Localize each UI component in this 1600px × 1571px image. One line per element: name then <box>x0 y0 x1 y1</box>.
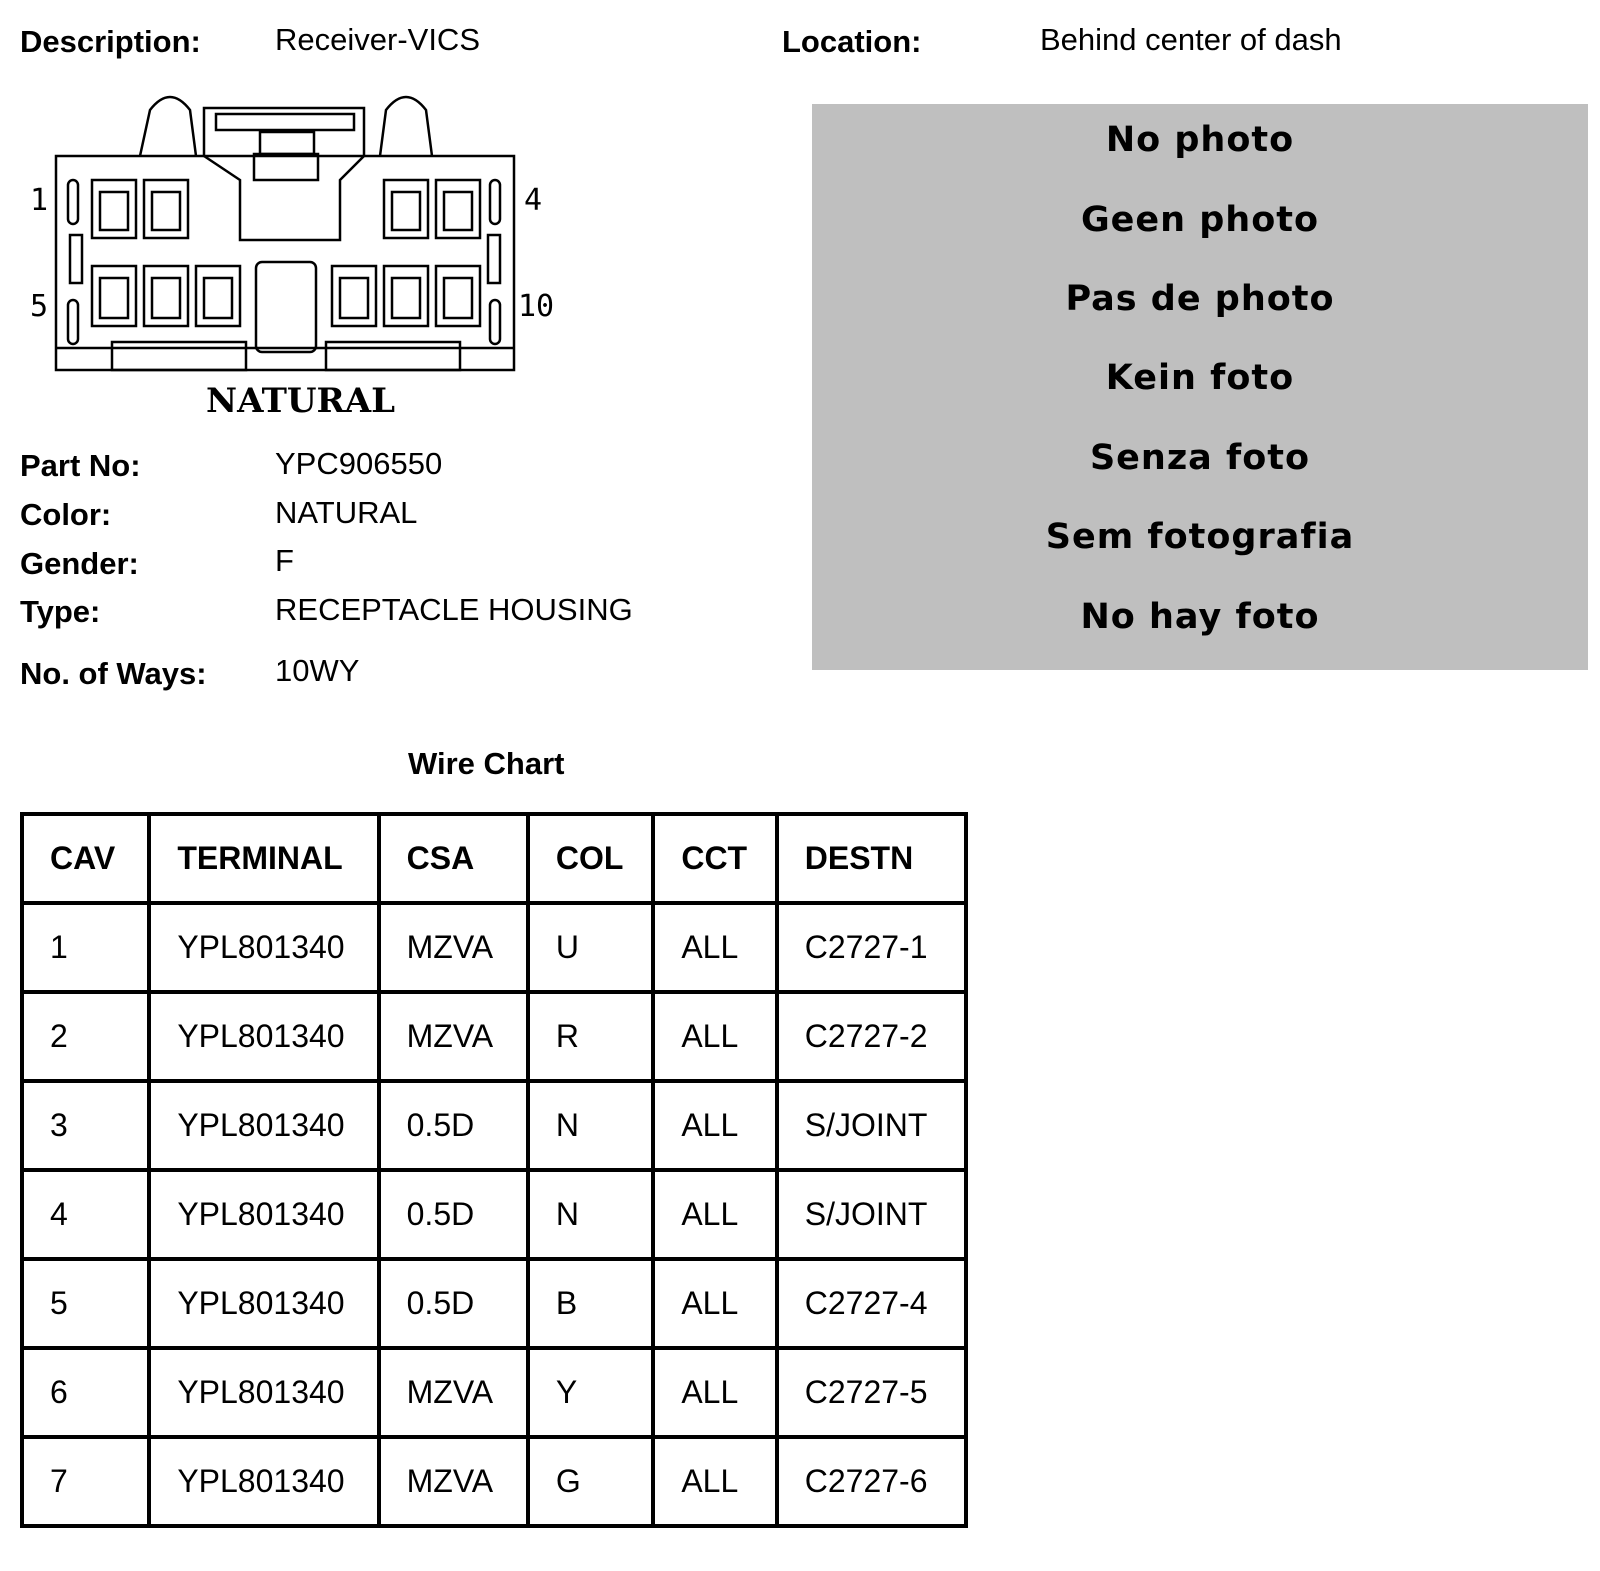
pin-label-1: 1 <box>30 183 49 218</box>
table-row <box>22 1259 966 1348</box>
cell-col: G <box>528 1437 653 1526</box>
col-header-col: COL <box>528 814 653 903</box>
cell-col: U <box>528 903 653 992</box>
cell-col: R <box>528 992 653 1081</box>
cell-col: N <box>528 1081 653 1170</box>
cell-cav: 6 <box>22 1348 149 1437</box>
cell-destn: C2727-4 <box>777 1259 966 1348</box>
cell-csa: 0.5D <box>379 1170 528 1259</box>
col-header-csa: CSA <box>379 814 528 903</box>
cell-col: N <box>528 1170 653 1259</box>
type-label: Type: <box>20 594 101 629</box>
cell-destn: S/JOINT <box>777 1170 966 1259</box>
location-label: Location: <box>782 24 922 59</box>
left-latch <box>140 97 196 156</box>
cell-col: B <box>528 1259 653 1348</box>
type-value: RECEPTACLE HOUSING <box>275 592 633 627</box>
table-row <box>22 1170 966 1259</box>
connector-color-label: NATURAL <box>206 381 396 421</box>
cell-terminal: YPL801340 <box>149 1437 378 1526</box>
color-label: Color: <box>20 497 112 532</box>
cell-cav: 1 <box>22 903 149 992</box>
part-no-value: YPC906550 <box>275 446 443 481</box>
no-photo-en: No photo <box>1105 120 1295 160</box>
cell-terminal: YPL801340 <box>149 1081 378 1170</box>
ways-value: 10WY <box>275 653 360 688</box>
location-value: Behind center of dash <box>1040 22 1342 57</box>
cell-cct: ALL <box>653 1437 776 1526</box>
cell-cav: 4 <box>22 1170 149 1259</box>
cell-cct: ALL <box>653 992 776 1081</box>
cell-cct: ALL <box>653 1170 776 1259</box>
no-photo-pt: Sem fotografia <box>1045 517 1355 557</box>
table-row <box>22 1348 966 1437</box>
wire-chart-table <box>20 812 968 1528</box>
table-row <box>22 1437 966 1526</box>
cell-destn: C2727-5 <box>777 1348 966 1437</box>
table-row <box>22 992 966 1081</box>
connector-diagram <box>20 80 580 430</box>
table-row <box>22 1081 966 1170</box>
cell-cct: ALL <box>653 1081 776 1170</box>
table-row <box>22 903 966 992</box>
col-header-terminal: TERMINAL <box>149 814 378 903</box>
no-photo-fr: Pas de photo <box>1065 279 1335 319</box>
cell-terminal: YPL801340 <box>149 1259 378 1348</box>
center-housing <box>204 108 364 240</box>
col-header-destn: DESTN <box>777 814 966 903</box>
cell-csa: 0.5D <box>379 1081 528 1170</box>
wire-chart-title: Wire Chart <box>408 746 565 781</box>
gender-value: F <box>275 543 294 578</box>
no-photo-box <box>812 104 1588 670</box>
cell-cav: 2 <box>22 992 149 1081</box>
col-header-cav: CAV <box>22 814 149 903</box>
cell-col: Y <box>528 1348 653 1437</box>
cell-terminal: YPL801340 <box>149 1348 378 1437</box>
ways-label: No. of Ways: <box>20 656 207 691</box>
cell-destn: C2727-2 <box>777 992 966 1081</box>
part-no-label: Part No: <box>20 448 141 483</box>
no-photo-es: No hay foto <box>1080 597 1320 637</box>
col-header-cct: CCT <box>653 814 776 903</box>
description-value: Receiver-VICS <box>275 22 480 57</box>
cell-cav: 7 <box>22 1437 149 1526</box>
description-label: Description: <box>20 24 201 59</box>
right-latch <box>380 97 432 156</box>
gender-label: Gender: <box>20 546 139 581</box>
pin-label-5: 5 <box>30 289 49 324</box>
no-photo-nl: Geen photo <box>1080 200 1320 240</box>
cell-cav: 5 <box>22 1259 149 1348</box>
cell-cct: ALL <box>653 1259 776 1348</box>
cell-cct: ALL <box>653 1348 776 1437</box>
cell-csa: MZVA <box>379 992 528 1081</box>
cell-csa: MZVA <box>379 903 528 992</box>
cell-destn: S/JOINT <box>777 1081 966 1170</box>
cell-csa: 0.5D <box>379 1259 528 1348</box>
cell-destn: C2727-6 <box>777 1437 966 1526</box>
pin-label-10: 10 <box>518 289 555 324</box>
cell-cct: ALL <box>653 903 776 992</box>
no-photo-it: Senza foto <box>1089 438 1311 478</box>
cell-terminal: YPL801340 <box>149 992 378 1081</box>
color-value: NATURAL <box>275 495 418 530</box>
cell-csa: MZVA <box>379 1348 528 1437</box>
cell-csa: MZVA <box>379 1437 528 1526</box>
cell-cav: 3 <box>22 1081 149 1170</box>
cell-terminal: YPL801340 <box>149 903 378 992</box>
cell-terminal: YPL801340 <box>149 1170 378 1259</box>
cell-destn: C2727-1 <box>777 903 966 992</box>
pin-label-4: 4 <box>524 183 543 218</box>
no-photo-de: Kein foto <box>1105 358 1295 398</box>
table-header-row <box>22 814 966 903</box>
